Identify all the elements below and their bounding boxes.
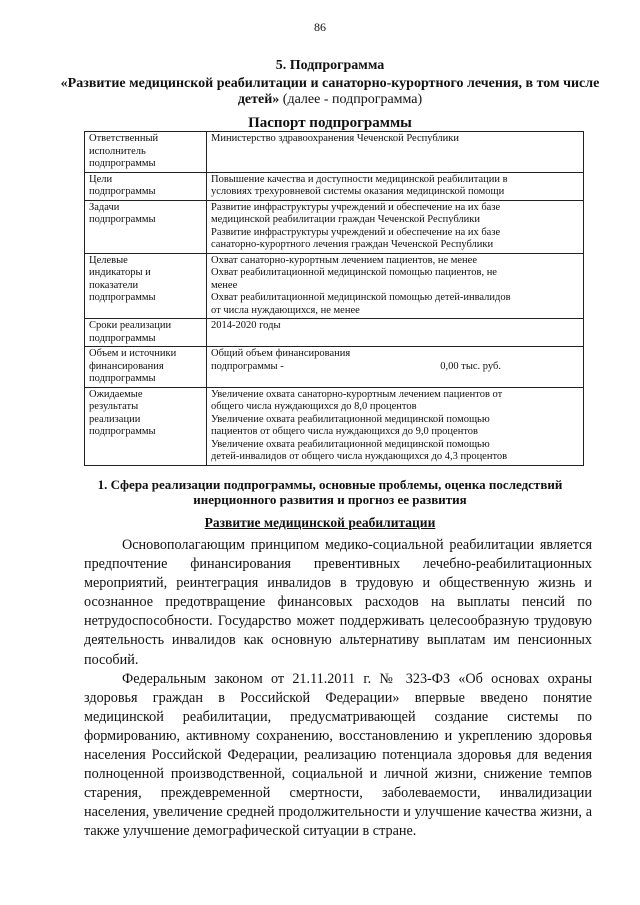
label-line: Цели xyxy=(89,173,113,185)
row-label xyxy=(85,319,207,347)
label-line: Целевые xyxy=(89,254,128,266)
row-value xyxy=(207,172,584,200)
subheading: Развитие медицинской реабилитации xyxy=(204,515,436,530)
value-line: Охват реабилитационной медицинской помощью детей-инвалидов xyxy=(211,292,511,303)
label-line: подпрограммы xyxy=(89,426,156,437)
subprogram-name xyxy=(60,76,600,108)
row-value xyxy=(207,387,584,465)
label-line: подпрограммы xyxy=(89,214,156,225)
value-line: общего числа нуждающихся до 8,0 процентов xyxy=(211,401,417,412)
paragraph: Федеральным законом от 21.11.2011 г. № 323-ФЗ «Об основах охраны здоровья граждан в Российской Федерации» впервые введено понятие медицинской реабилитации, предусматривающей создание системы по формированию, активному сохранению, восстановлению и укреплению здоровья населения Российской Федерации, реализацию потенциала здоровья для ведения полноценной производственной, социальной и личной жизни, снижение темпов старения, преждевременной смертности, заболеваемости, инвалидизации населения, увеличение средней продолжительности и улучшение качества жизни, а также улучшение демографической ситуации в стране. xyxy=(84,670,592,840)
page-number: 86 xyxy=(314,20,326,34)
row-label xyxy=(85,253,207,319)
table-row xyxy=(85,200,584,253)
label-line: Ожидаемые xyxy=(89,388,143,400)
table-row xyxy=(85,319,584,347)
value-line: от числа нуждающихся, не менее xyxy=(211,304,360,316)
value-line: медицинской реабилитации граждан Чеченской Республики xyxy=(211,214,480,225)
table-row xyxy=(85,387,584,465)
label-line: подпрограммы xyxy=(89,186,156,197)
passport-title: Паспорт подпрограммы xyxy=(248,115,412,131)
value-line: пациентов от общего числа нуждающихся до 9,0 процентов xyxy=(211,426,478,437)
value-line: Повышение качества и доступности медицинской реабилитации в xyxy=(211,173,508,185)
row-label xyxy=(85,347,207,388)
value-line: Развитие инфраструктуры учреждений и обеспечение на их базе xyxy=(211,201,501,213)
value-line: Министерство здравоохранения Чеченской Республики xyxy=(211,133,460,144)
label-line: исполнитель xyxy=(89,145,146,157)
label-line: Сроки реализации xyxy=(89,320,172,331)
label-line: подпрограммы xyxy=(89,292,156,303)
passport-table xyxy=(84,131,584,466)
value-line: 2014-2020 годы xyxy=(211,320,281,331)
body-text xyxy=(84,536,592,842)
row-value xyxy=(207,319,584,347)
row-label xyxy=(85,200,207,253)
label-line: подпрограммы xyxy=(89,158,156,169)
section-heading: 1. Сфера реализации подпрограммы, основные проблемы, оценка последствий инерционного развития и прогноз ее развития xyxy=(97,477,563,507)
value-line: Развитие инфраструктуры учреждений и обеспечение на их базе xyxy=(211,226,501,238)
label-line: Ответственный xyxy=(89,133,159,144)
value-line: Увеличение охвата реабилитационной медицинской помощью xyxy=(211,413,490,425)
label-line: подпрограммы xyxy=(89,332,156,344)
label-line: финансирования xyxy=(89,360,164,372)
row-label xyxy=(85,387,207,465)
value-line: условиях трехуровневой системы оказания медицинской помощи xyxy=(211,186,505,197)
label-line: реализации xyxy=(89,413,141,425)
paragraph: Основополагающим принципом медико-социальной реабилитации является предпочтение финансирования превентивных лечебно-реабилитационных мероприятий, реинтеграция инвалидов в трудовую и общественную жизнь и осознанное предотвращение финансовых расходов на выплаты пенсий по нетрудоспособности. Государство может поддерживать целесообразную трудовую деятельность инвалидов как основную альтернативу выплатам им пенсионных пособий. xyxy=(84,537,592,668)
subprogram-title xyxy=(60,58,600,131)
table-row xyxy=(85,132,584,173)
table-row xyxy=(85,253,584,319)
value-line: детей-инвалидов от общего числа нуждающихся до 4,3 процентов xyxy=(211,451,508,462)
row-label xyxy=(85,132,207,173)
label-line: результаты xyxy=(89,401,139,412)
row-value xyxy=(207,200,584,253)
label-line: показатели xyxy=(89,279,139,291)
label-line: индикаторы и xyxy=(89,267,151,278)
row-value xyxy=(207,253,584,319)
label-line: подпрограммы xyxy=(89,373,156,384)
label-line: Объем и источники xyxy=(89,348,177,359)
table-row xyxy=(85,347,584,388)
table-row xyxy=(85,172,584,200)
label-line: Задачи xyxy=(89,201,120,213)
funding-label: подпрограммы - xyxy=(211,360,284,372)
value-line: Охват санаторно-курортным лечением пациентов, не менее xyxy=(211,254,477,266)
value-line: Увеличение охвата реабилитационной медицинской помощью xyxy=(211,438,490,450)
value-line: Охват реабилитационной медицинской помощью пациентов, не xyxy=(211,267,497,278)
row-value xyxy=(207,347,584,388)
funding-amount-row xyxy=(211,361,501,374)
row-value xyxy=(207,132,584,173)
value-line: санаторно-курортного лечения граждан Чеченской Республики xyxy=(211,239,494,250)
subprogram-name-bold: «Развитие медицинской реабилитации и санаторно-курортного лечения, в том числе детей» xyxy=(60,76,600,107)
funding-text: Общий объем финансирования xyxy=(211,348,351,359)
subprogram-name-suffix: (далее - подпрограмма) xyxy=(279,92,423,107)
funding-value: 0,00 тыс. руб. xyxy=(440,360,501,372)
row-label xyxy=(85,172,207,200)
value-line: Увеличение охвата санаторно-курортным лечением пациентов от xyxy=(211,388,503,400)
value-line: менее xyxy=(211,279,238,291)
subprogram-number: 5. Подпрограмма xyxy=(275,58,385,73)
